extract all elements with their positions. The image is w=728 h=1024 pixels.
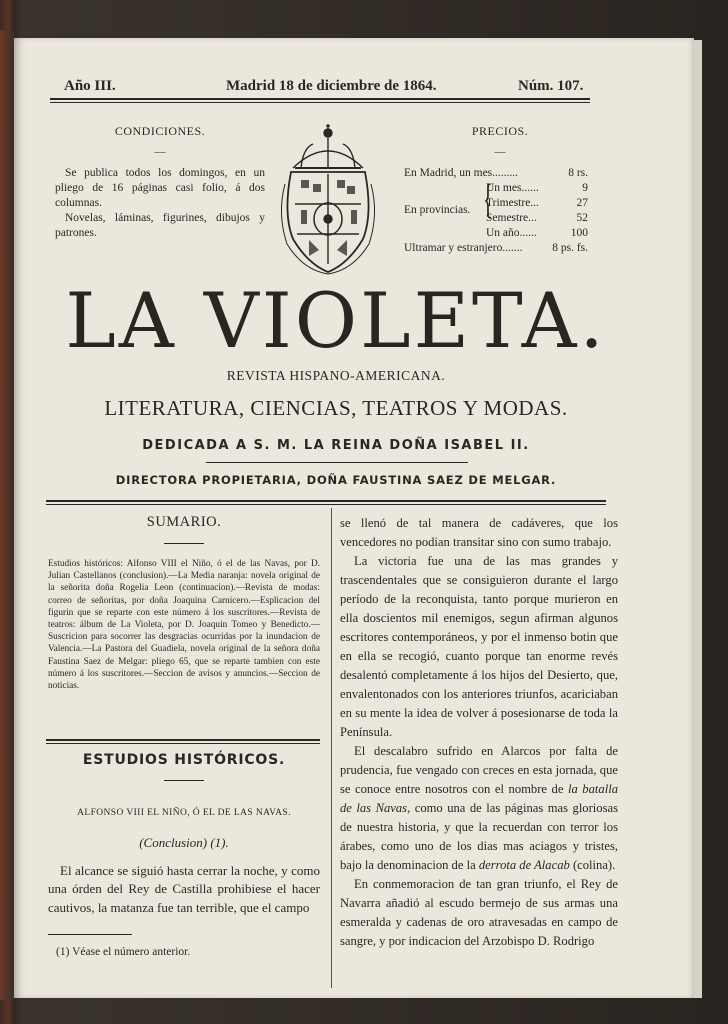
article-subtitle: ALFONSO VIII EL NIÑO, Ó EL DE LAS NAVAS. — [77, 808, 291, 818]
column-divider — [331, 508, 332, 988]
provinces-label: En provincias. — [404, 204, 471, 216]
article-conclusion-note: (Conclusion) (1). — [139, 835, 229, 850]
article-paragraph: se llenó de tal manera de cadáveres, que los vencedores no podian transitar sino con sumo trabajo. — [340, 516, 618, 549]
brace-icon: { — [483, 177, 494, 223]
royal-coat-of-arms-icon — [273, 124, 383, 276]
newspaper-title: LA VIOLETA. — [65, 276, 607, 365]
summary-title: SUMARIO. — [146, 514, 222, 530]
price-provinces-group — [400, 177, 600, 241]
price-row: Semestre... 52 — [486, 212, 588, 224]
top-double-rule — [50, 98, 590, 103]
price-row-madrid: En Madrid, un mes......... 8 rs. — [404, 167, 588, 179]
article-paragraph: La victoria fue una de las mas grandes y trascendentales que se consiguieron durante el largo período de la reconquista, tanto porque murieron en ella doscientos mil enemigos, segun afirman algunos escritores contemporáneos, y por el inmenso botin que en ella se recogió, cuanto porque tan enorme revés desalentó completamente á los hijos del Desierto, que, envalentonados con los anteriores triunfos, acariciaban en su mente la idea de volver á posesionarse de toda la Península. — [340, 554, 618, 739]
summary-text: Estudios históricos: Alfonso VIII el Niño, ó el de las Navas, por D. Julian Castellanos (conclusion).—La Media naranja: novela original de la señorita doña Rogelia Leon (continuacion).—Revista de modas: correo de señoritas, por doña Joaquina Carnicero.—Esplicacion del figurin que se reparte con este número á los suscritores.—Revista de teatros: álbum de La Violeta, por D. Joaquin Tomeo y Benedicto.—Suscricion para socorrer las desgracias ocurridas por la inundacion de Valencia.—La Pastora del Guadiela, novela original de la señora doña Faustina Saez de Melgar: pliego 65, que se reparte tambien con este número á los suscritores.—Seccion de avisos y anuncios.—Seccion de noticias. — [48, 559, 320, 692]
price-row: Un mes...... 9 — [486, 182, 588, 194]
conditions-text-2: Novelas, láminas, figurines, dibujos y patrones. — [55, 212, 265, 239]
issue-number: Núm. 107. — [518, 78, 584, 94]
summary-dash — [164, 543, 204, 544]
price-row: Un año...... 100 — [486, 227, 588, 239]
newspaper-topics: LITERATURA, CIENCIAS, TEATROS Y MODAS. — [104, 396, 568, 420]
article-right-column — [340, 514, 618, 951]
header-double-rule — [46, 500, 606, 505]
price-row-overseas: Ultramar y estranjero....... 8 ps. fs. — [404, 242, 588, 254]
dedication-line: DEDICADA A S. M. LA REINA DOÑA ISABEL II. — [142, 438, 530, 453]
newspaper-subtitle: REVISTA HISPANO-AMERICANA. — [226, 368, 446, 383]
conditions-dash: — — [154, 146, 166, 158]
footnote: (1) Véase el número anterior. — [56, 946, 191, 958]
footnote-rule — [48, 934, 132, 935]
conditions-block — [55, 124, 265, 241]
director-line: DIRECTORA PROPIETARIA, DOÑA FAUSTINA SAEZ DE MELGAR. — [115, 473, 557, 487]
prices-block — [400, 124, 600, 256]
section-dash — [164, 780, 204, 781]
article-left-paragraph: El alcance se siguió hasta cerrar la noche, y como una órden del Rey de Castilla prohibiese el hacer cautivos, la matanza fue tan terrible, que el campo — [48, 863, 320, 915]
price-row: Trimestre... 27 — [486, 197, 588, 209]
short-rule — [206, 462, 468, 463]
conditions-title: CONDICIONES. — [114, 124, 206, 138]
prices-dash: — — [494, 146, 506, 158]
conditions-text: Se publica todos los domingos, en un pliego de 16 páginas casi folio, á dos columnas. — [55, 167, 265, 209]
summary-block — [48, 514, 320, 692]
prices-title: PRECIOS. — [471, 124, 529, 138]
article-paragraph: El descalabro sufrido en Alarcos por falta de prudencia, fue vengado con creces en esta jornada, que se conoce entre nosotros con el nombre de la batalla de las Navas, como una de las páginas mas gloriosas de nuestra historia, y que la recuerdan con terror los árabes, como uno de los dias mas aciagos y tristes, bajo la denominacion de la derrota de Alacab (colina). — [340, 744, 618, 872]
article-paragraph: En conmemoracion de tan gran triunfo, el Rey de Navarra añadió al escudo bermejo de sus armas una esmeralda y cadenas de oro atravesadas en campo de sangre, y por indicacion del Arzobispo D. Rodrigo — [340, 877, 618, 948]
issue-year: Año III. — [64, 78, 116, 94]
section-title: ESTUDIOS HISTÓRICOS. — [82, 752, 286, 768]
summary-double-rule — [46, 739, 320, 744]
book-spine-edge — [0, 30, 14, 1000]
issue-date: Madrid 18 de diciembre de 1864. — [226, 78, 437, 94]
